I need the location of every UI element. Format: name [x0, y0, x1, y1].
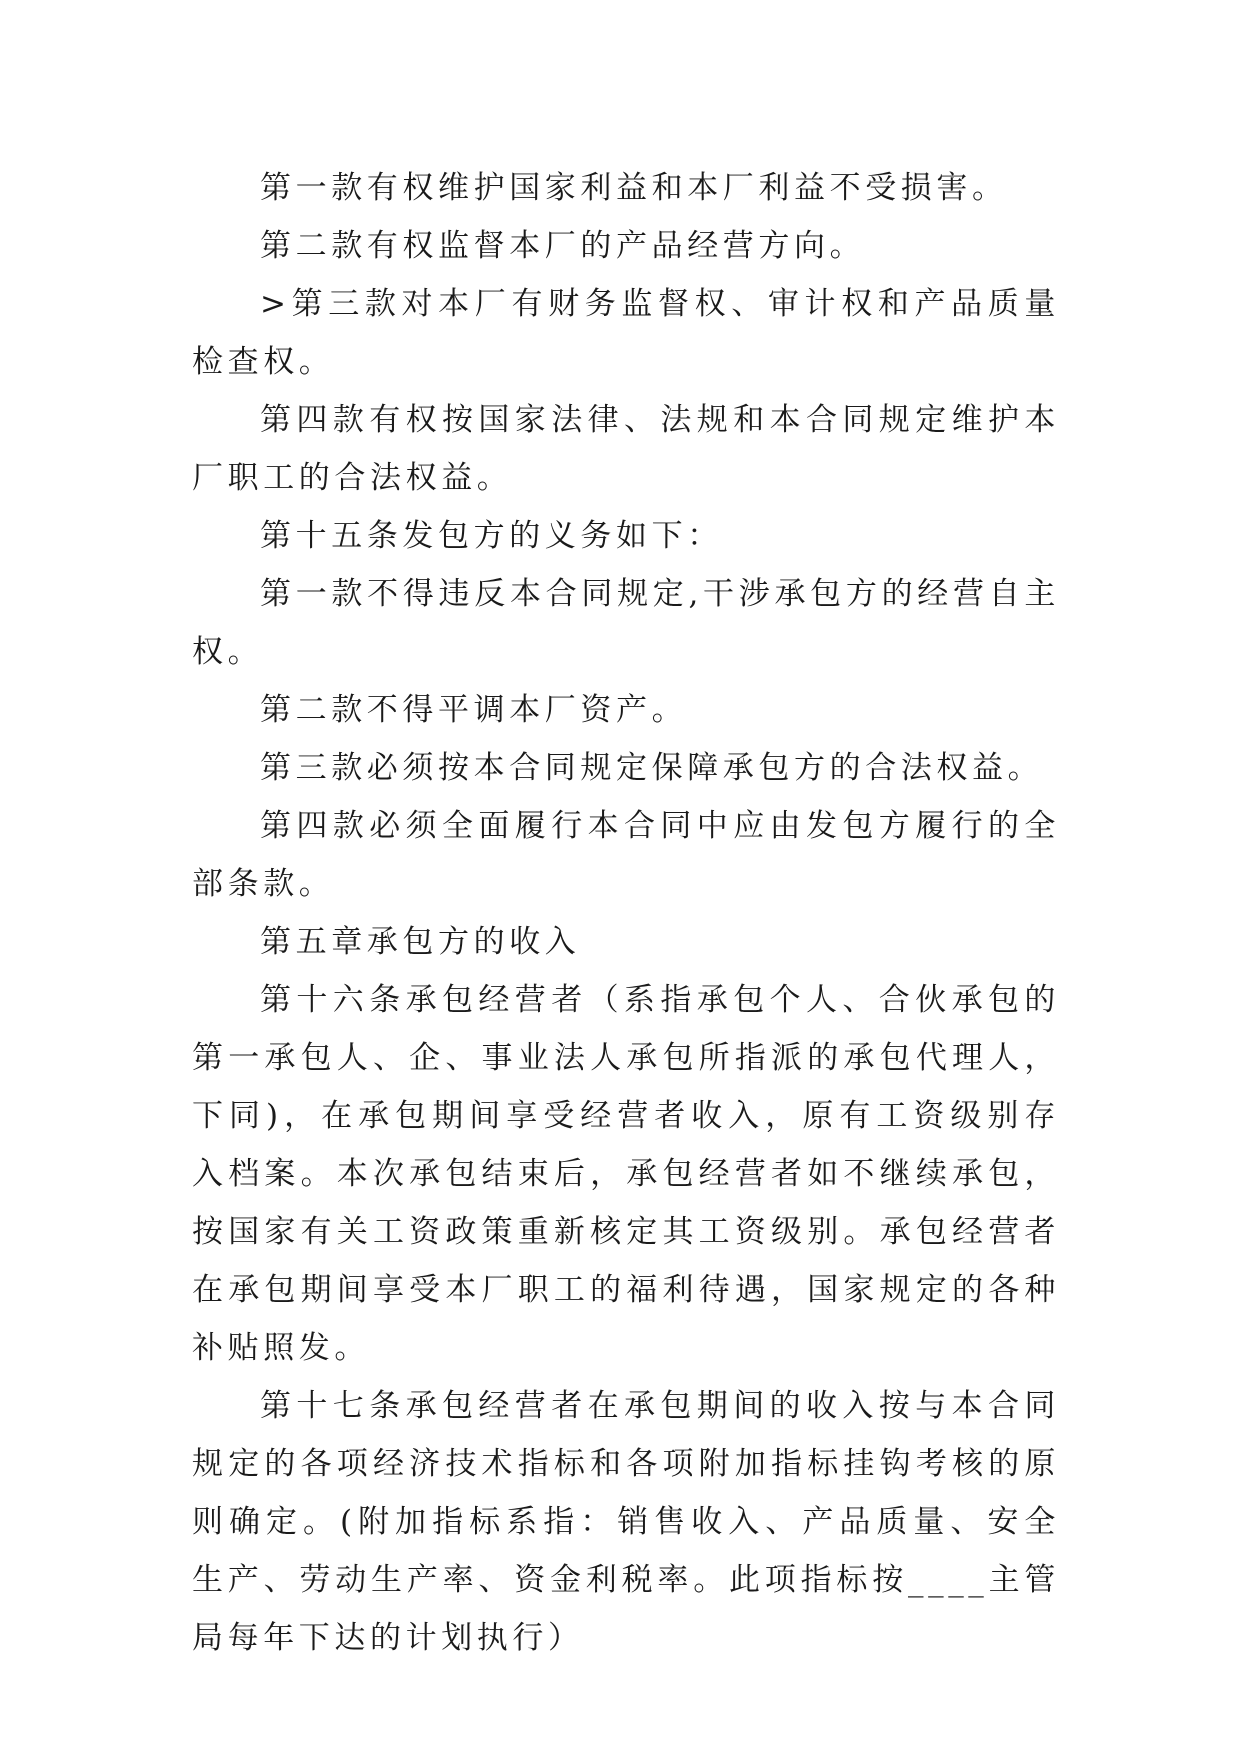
- chapter-heading-5: 第五章承包方的收入: [260, 924, 581, 960]
- paragraph-clause-2-duty: 第二款不得平调本厂资产。: [260, 692, 688, 728]
- document-body: [192, 159, 1060, 1667]
- paragraph-clause-4-right: 第四款有权按国家法律、法规和本合同规定维护本厂职工的合法权益。: [192, 402, 1060, 496]
- paragraph-article-16: 第十六条承包经营者（系指承包个人、合伙承包的第一承包人、企、事业法人承包所指派的承包代理人，下同)，在承包期间享受经营者收入，原有工资级别存入档案。本次承包结束后，承包经营者如不继续承包，按国家有关工资政策重新核定其工资级别。承包经营者在承包期间享受本厂职工的福利待遇，国家规定的各种补贴照发。: [192, 982, 1060, 1366]
- paragraph-article-17: 第十七条承包经营者在承包期间的收入按与本合同规定的各项经济技术指标和各项附加指标挂钩考核的原则确定。(附加指标系指：销售收入、产品质量、安全生产、劳动生产率、资金利税率。此项指标按____主管局每年下达的计划执行）: [192, 1388, 1060, 1656]
- paragraph-clause-4-duty: 第四款必须全面履行本合同中应由发包方履行的全部条款。: [192, 808, 1060, 902]
- paragraph-clause-3-right: >第三款对本厂有财务监督权、审计权和产品质量检查权。: [192, 286, 1060, 380]
- paragraph-clause-1-duty: 第一款不得违反本合同规定,干涉承包方的经营自主权。: [192, 576, 1060, 670]
- paragraph-clause-1-right: 第一款有权维护国家利益和本厂利益不受损害。: [260, 170, 1008, 206]
- paragraph-clause-2-right: 第二款有权监督本厂的产品经营方向。: [260, 228, 866, 264]
- paragraph-clause-3-duty: 第三款必须按本合同规定保障承包方的合法权益。: [260, 750, 1044, 786]
- paragraph-article-15: 第十五条发包方的义务如下：: [260, 518, 723, 554]
